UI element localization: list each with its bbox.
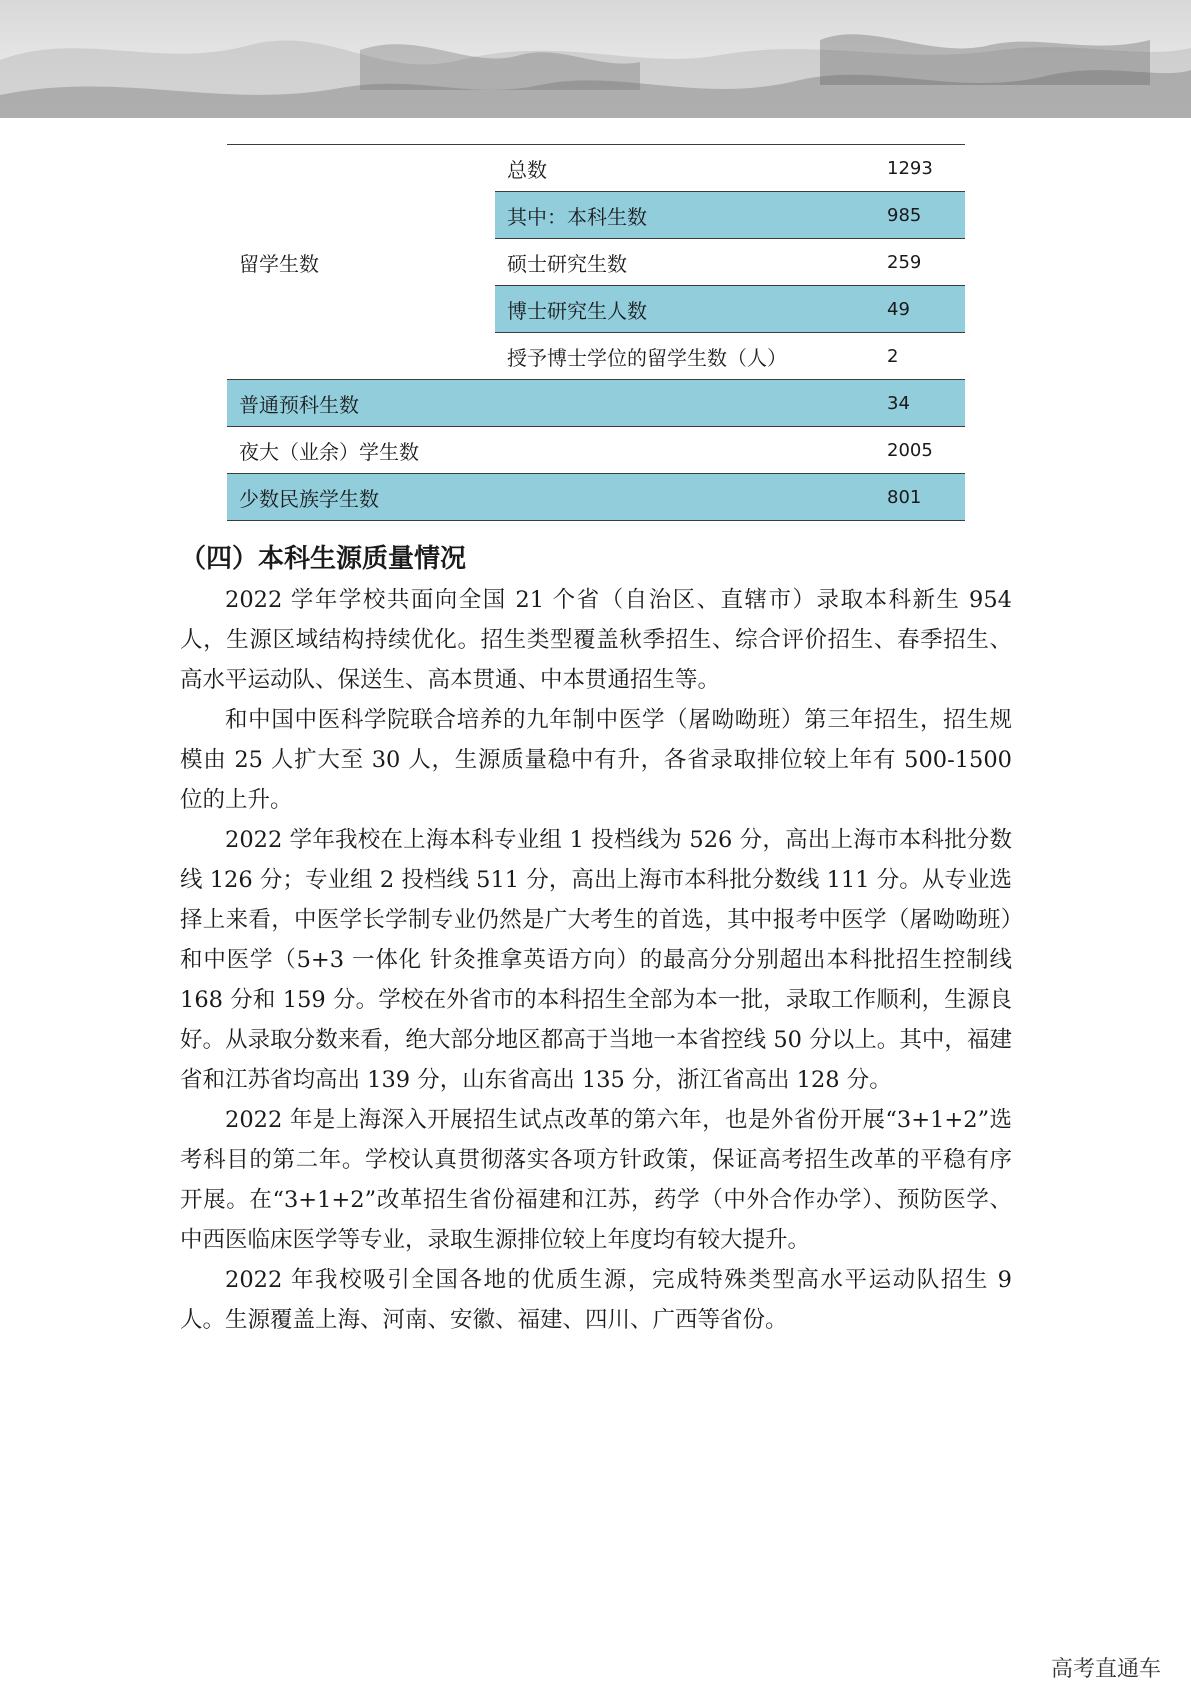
row-value: 49 [875,286,965,333]
table-row [227,427,965,474]
paragraph: 2022 年我校吸引全国各地的优质生源，完成特殊类型高水平运动队招生 9 人。生源覆盖上海、河南、安徽、福建、四川、广西等省份。 [180,1267,1012,1333]
paragraph: 和中国中医科学院联合培养的九年制中医学（屠呦呦班）第三年招生，招生规模由 25 人扩大至 30 人，生源质量稳中有升，各省录取排位较上年有 500-1500 位的上升。 [180,707,1012,813]
row-label: 总数 [495,145,875,192]
row-value: 985 [875,192,965,239]
row-value: 1293 [875,145,965,192]
row-value: 2 [875,333,965,380]
paragraph: 2022 年是上海深入开展招生试点改革的第六年，也是外省份开展“3+1+2”选考科目的第二年。学校认真贯彻落实各项方针政策，保证高考招生改革的平稳有序开展。在“3+1+2”改革招生省份福建和江苏，药学（中外合作办学）、预防医学、中西医临床医学等专业，录取生源排位较上年度均有较大提升。 [180,1107,1012,1253]
row-label: 少数民族学生数 [227,474,875,521]
watermark-text: 高考直通车 [1050,1657,1161,1682]
row-label: 授予博士学位的留学生数（人） [495,333,875,380]
landscape-header-art [0,0,1191,130]
student-stats-table [227,144,965,521]
row-label: 硕士研究生数 [495,239,875,286]
row-label: 博士研究生人数 [495,286,875,333]
row-value: 259 [875,239,965,286]
row-value: 801 [875,474,965,521]
table-row [227,380,965,427]
group-label-cell: 留学生数 [227,145,495,380]
row-value: 2005 [875,427,965,474]
table-row [227,474,965,521]
paragraph: 2022 学年我校在上海本科专业组 1 投档线为 526 分，高出上海市本科批分数线 126 分；专业组 2 投档线 511 分，高出上海市本科批分数线 111 分。从专业选择上来看，中医学长学制专业仍然是广大考生的首选，其中报考中医学（屠呦呦班）和中医学（5+3 一体化 针灸推拿英语方向）的最高分分别超出本科批招生控制线 168 分和 159 分。学校在外省市的本科招生全部为本一批，录取工作顺利，生源良好。从录取分数来看，绝大部分地区都高于当地一本省控线 50 分以上。其中，福建省和江苏省均高出 139 分，山东省高出 135 分，浙江省高出 128 分。 [180,827,1012,1093]
row-label: 其中：本科生数 [495,192,875,239]
section-title: （四）本科生源质量情况 [180,544,467,574]
section-body [180,580,1012,1340]
row-value: 34 [875,380,965,427]
table-row [227,145,965,192]
row-label: 夜大（业余）学生数 [227,427,875,474]
row-label: 普通预科生数 [227,380,875,427]
paragraph: 2022 学年学校共面向全国 21 个省（自治区、直辖市）录取本科新生 954 人，生源区域结构持续优化。招生类型覆盖秋季招生、综合评价招生、春季招生、高水平运动队、保送生、高本贯通、中本贯通招生等。 [180,587,1012,693]
